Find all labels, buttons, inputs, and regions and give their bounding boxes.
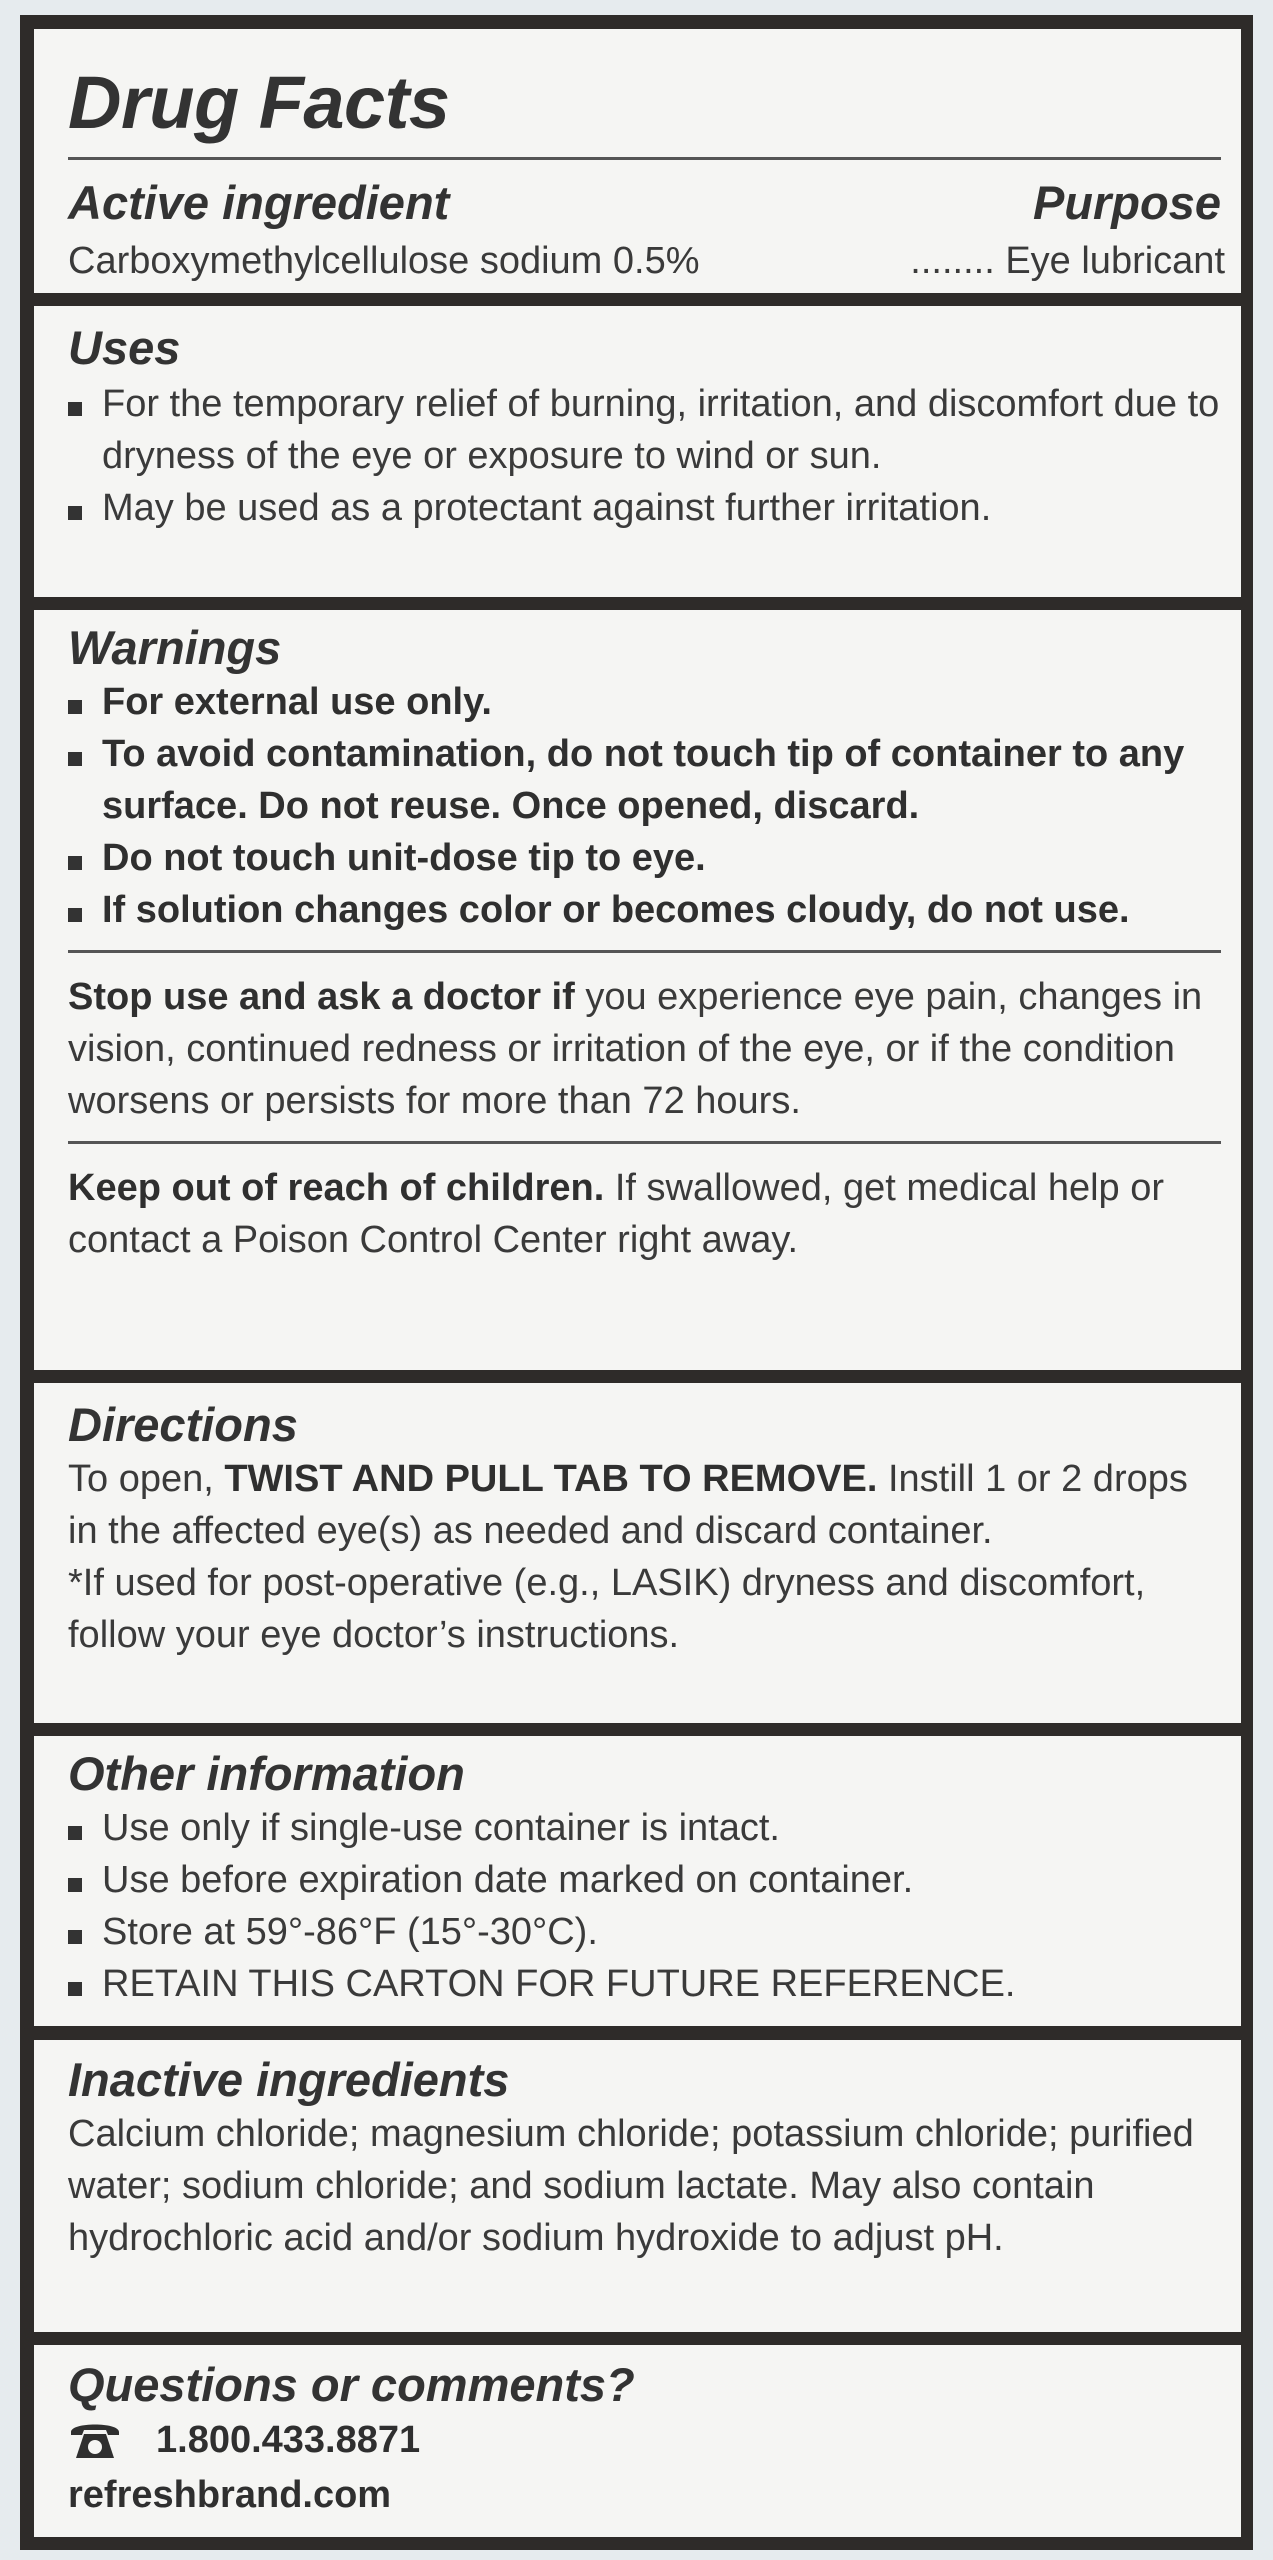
inactive-panel	[34, 2040, 1241, 2332]
title-divider	[68, 157, 1221, 160]
questions-panel	[34, 2345, 1241, 2537]
warnings-divider	[68, 950, 1221, 953]
uses-panel	[34, 306, 1241, 597]
warnings-panel	[34, 610, 1241, 1370]
keep-out-paragraph	[68, 1162, 1221, 1266]
stop-use-text: you experience eye pain, changes in vision, continued redness or irritation of the eye, or if the condition worsens or persists for more than 72 hours.	[68, 975, 1203, 1122]
directions-bold: TWIST AND PULL TAB TO REMOVE.	[224, 1457, 878, 1500]
active-ingredient-name: Carboxymethylcellulose sodium 0.5%	[68, 240, 700, 282]
uses-item: For the temporary relief of burning, irritation, and discomfort due to dryness of the eye or exposure to wind or sun.	[68, 378, 1221, 482]
active-ingredient-heading: Active ingredient	[68, 176, 450, 229]
questions-heading: Questions or comments?	[68, 2358, 635, 2411]
website-link[interactable]: refreshbrand.com	[68, 2473, 392, 2516]
directions-heading: Directions	[68, 1398, 298, 1451]
warning-item: To avoid contamination, do not touch tip of container to any surface. Do not reuse. Once opened, discard.	[68, 728, 1221, 832]
warnings-list	[68, 676, 1221, 936]
uses-item: May be used as a protectant against further irritation.	[68, 482, 1221, 534]
other-info-list	[68, 1802, 1221, 2010]
stop-use-paragraph	[68, 971, 1221, 1127]
inactive-text: Calcium chloride; magnesium chloride; potassium chloride; purified water; sodium chloride; and sodium lactate. May also contain hydrochloric acid and/or sodium hydroxide to adjust pH.	[68, 2112, 1194, 2259]
active-ingredient-panel	[34, 29, 1241, 293]
other-info-heading: Other information	[68, 1747, 465, 1800]
phone-row	[68, 2419, 1221, 2462]
keep-out-text: If swallowed, get medical help or contact a Poison Control Center right away.	[68, 1166, 1165, 1261]
other-info-item: RETAIN THIS CARTON FOR FUTURE REFERENCE.	[68, 1958, 1221, 2010]
active-heading-row	[68, 177, 1221, 229]
directions-prefix: To open,	[68, 1457, 225, 1500]
telephone-icon	[68, 2420, 122, 2460]
drug-facts-label	[20, 15, 1253, 2550]
warnings-divider	[68, 1141, 1221, 1144]
page-title: Drug Facts	[68, 61, 450, 144]
other-info-item: Use only if single-use container is intact.	[68, 1802, 1221, 1854]
directions-panel	[34, 1383, 1241, 1723]
warning-item: Do not touch unit-dose tip to eye.	[68, 832, 1221, 884]
warnings-heading: Warnings	[68, 621, 282, 674]
directions-text	[68, 1453, 1221, 1557]
directions-suffix: Instill 1 or 2 drops in the affected eye(s) as needed and discard container.	[68, 1457, 1188, 1552]
warning-item: For external use only.	[68, 676, 1221, 728]
phone-number[interactable]: 1.800.433.8871	[156, 2418, 421, 2461]
active-ingredient-purpose	[910, 235, 1225, 287]
directions-note: *If used for post-operative (e.g., LASIK) dryness and discomfort, follow your eye doctor’s instructions.	[68, 1561, 1146, 1656]
active-ingredient-row	[68, 235, 1225, 287]
other-info-item: Use before expiration date marked on container.	[68, 1854, 1221, 1906]
other-info-panel	[34, 1736, 1241, 2026]
purpose-heading: Purpose	[1032, 176, 1221, 229]
uses-heading: Uses	[68, 321, 181, 374]
inactive-heading: Inactive ingredients	[68, 2053, 510, 2106]
dot-leader: ........	[910, 240, 995, 282]
uses-list	[68, 378, 1221, 534]
warning-item: If solution changes color or becomes cloudy, do not use.	[68, 884, 1221, 936]
purpose-value: Eye lubricant	[1005, 240, 1225, 282]
other-info-item: Store at 59°-86°F (15°-30°C).	[68, 1906, 1221, 1958]
stop-use-lead: Stop use and ask a doctor if	[68, 975, 575, 1018]
keep-out-lead: Keep out of reach of children.	[68, 1166, 605, 1209]
